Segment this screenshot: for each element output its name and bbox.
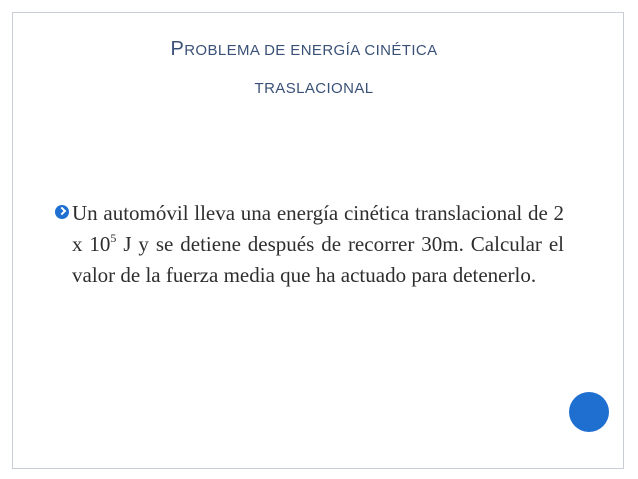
title-initial: P xyxy=(170,38,185,60)
slide-title xyxy=(0,30,638,108)
bullet-text-part-2: J y se detiene después de recorrer 30m. Calcular el valor de la fuerza media que ha actuado para detenerlo. xyxy=(72,232,564,287)
bullet-text-part-1: Un automóvil lleva una energía cinética translacional de 2 x 10 xyxy=(72,201,564,256)
title-line-1 xyxy=(0,30,623,70)
decorative-circle xyxy=(569,392,609,432)
bullet-item xyxy=(52,198,564,291)
title-line-1-text: ROBLEMA DE ENERGÍA CINÉTICA xyxy=(184,42,438,59)
exponent: 5 xyxy=(110,231,117,245)
title-line-2: TRASLACIONAL xyxy=(254,80,374,97)
bullet-text xyxy=(52,198,564,291)
circle-chevron-right-icon xyxy=(55,205,69,219)
